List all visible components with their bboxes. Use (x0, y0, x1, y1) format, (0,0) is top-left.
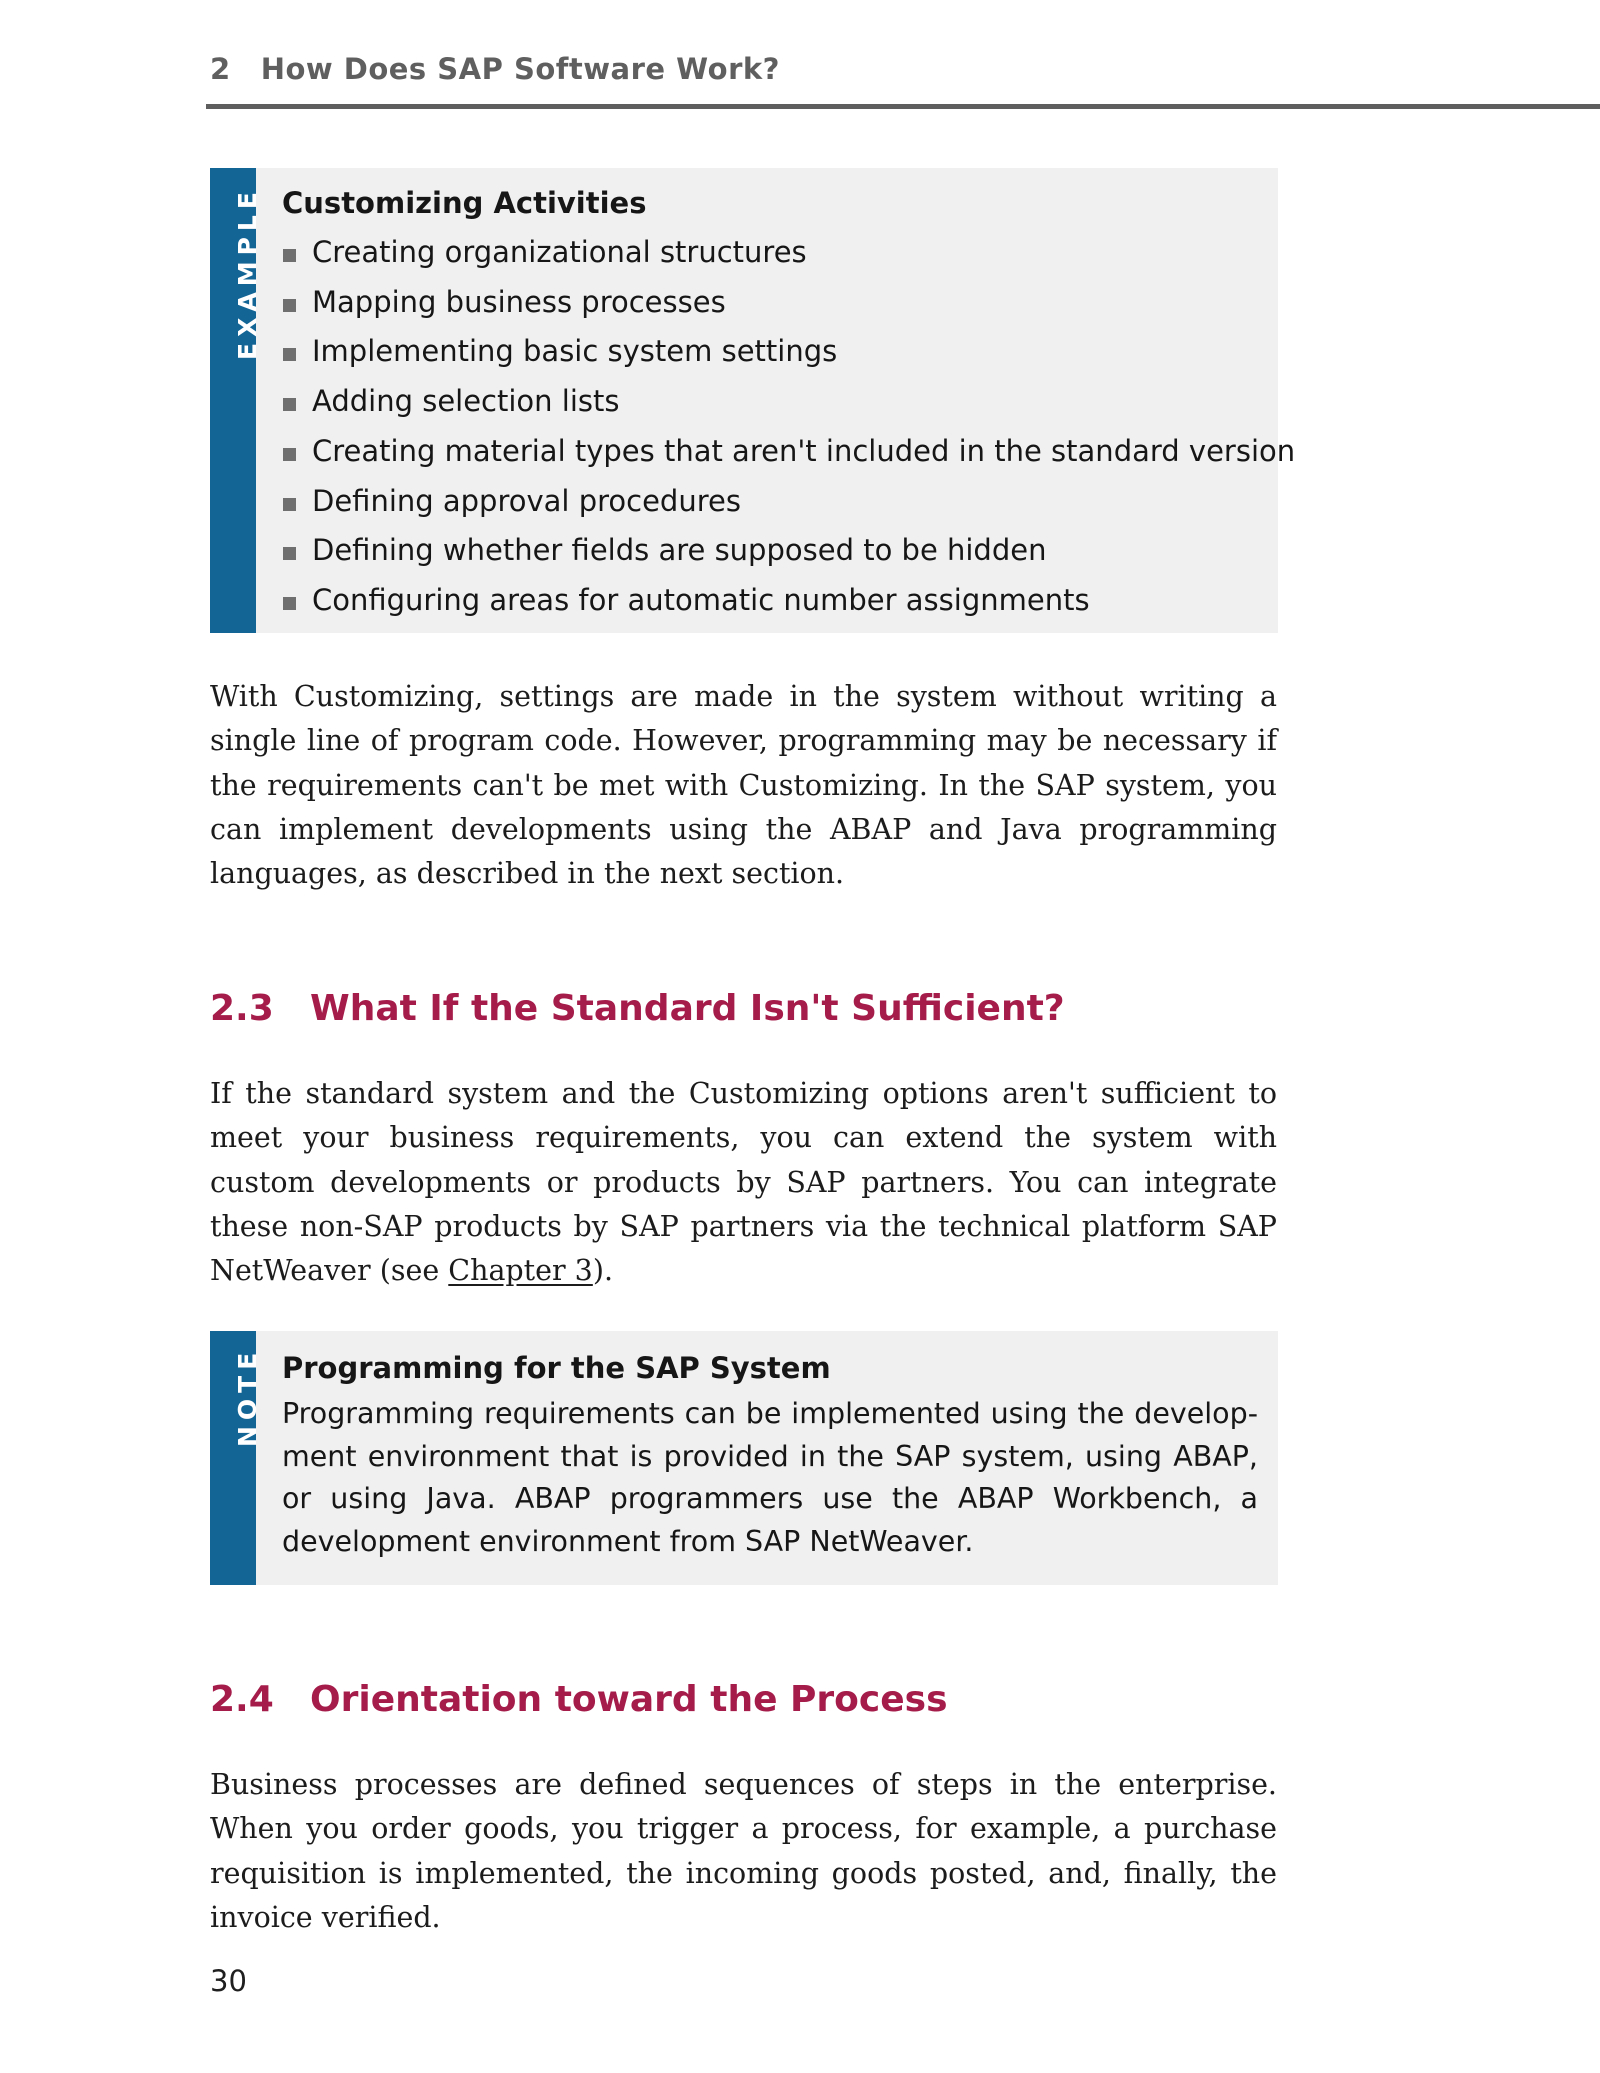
list-item-text: Defining approval procedures (312, 483, 741, 518)
section-2-4-paragraph: Business processes are defined sequences of steps in the enterprise. When you order goods, you trigger a process, for example, a purchase requisition is implemented, the incoming goods posted, and, finally, the invoice verified. (210, 1768, 1277, 1934)
list-item-text: Creating organizational structures (312, 235, 807, 269)
list-item-text: Mapping business processes (312, 284, 726, 319)
list-item (282, 427, 1296, 477)
bullet-square-icon (283, 597, 296, 610)
note-text: Programming requirements can be implemented using the development environment that is provided in the SAP system, using ABAP, or using Java. ABAP programmers use the ABAP Workbench, a development environment from SAP NetWeaver. (282, 1397, 1258, 1558)
section-number: 2.4 (210, 1679, 274, 1720)
note-content (282, 1343, 1258, 1563)
bullet-square-icon (283, 398, 296, 411)
note-box (210, 1331, 1278, 1585)
chapter-3-link[interactable]: Chapter 3 (448, 1254, 593, 1288)
list-item-text: Creating material types that aren't included in the standard version (312, 433, 1296, 468)
list-item (282, 576, 1258, 626)
list-item (282, 477, 1258, 527)
running-header (210, 52, 780, 86)
section-title: What If the Standard Isn't Sufficient? (310, 988, 1065, 1029)
list-item (282, 327, 1258, 377)
example-tab (210, 168, 262, 633)
header-chapter-title: How Does SAP Software Work? (260, 52, 780, 86)
list-item-text: Adding selection lists (312, 384, 620, 419)
bullet-square-icon (283, 299, 296, 312)
list-item-text: Implementing basic system settings (312, 334, 838, 369)
bullet-square-icon (283, 249, 296, 262)
paragraph-text-end: ). (592, 1254, 614, 1288)
example-bullet-list (282, 228, 1296, 626)
note-tab (210, 1331, 262, 1585)
note-tab-label: NOTE (233, 1346, 262, 1447)
list-item (282, 228, 1258, 278)
customizing-paragraph: With Customizing, settings are made in the system without writing a single line of program code. However, programming may be necessary if the requirements can't be met with Customizing. In the SAP system, you can implement developments using the ABAP and Java programming languages, as described in the next section. (210, 680, 1277, 891)
list-item-text: Defining whether fields are supposed to be hidden (312, 533, 1047, 568)
header-chapter-number: 2 (210, 52, 231, 86)
example-box (210, 168, 1296, 633)
section-heading-2-4 (210, 1679, 948, 1720)
bullet-square-icon (283, 498, 296, 511)
example-tab-label: EXAMPLE (233, 186, 262, 360)
header-divider (206, 104, 1600, 109)
list-item (282, 278, 1258, 328)
section-2-3-paragraph (210, 1072, 1277, 1293)
list-item (282, 377, 1258, 427)
list-item-text: Configuring areas for automatic number assignments (312, 582, 1090, 617)
section-title: Orientation toward the Process (310, 1679, 948, 1720)
section-heading-2-3 (210, 988, 1065, 1029)
bullet-square-icon (283, 547, 296, 560)
section-number: 2.3 (210, 988, 274, 1029)
example-content (282, 178, 1296, 626)
example-title: Customizing Activities (282, 186, 647, 220)
bullet-square-icon (283, 348, 296, 361)
paragraph-text: If the standard system and the Customizing options aren't sufficient to meet your business requirements, you can extend the system with custom developments or products by SAP partners. You can integrate these non-SAP products by SAP partners via the technical platform SAP NetWeaver (see (210, 1077, 1277, 1288)
list-item (282, 526, 1258, 576)
page-number: 30 (210, 1964, 247, 1998)
bullet-square-icon (283, 448, 296, 461)
note-title: Programming for the SAP System (282, 1351, 831, 1385)
